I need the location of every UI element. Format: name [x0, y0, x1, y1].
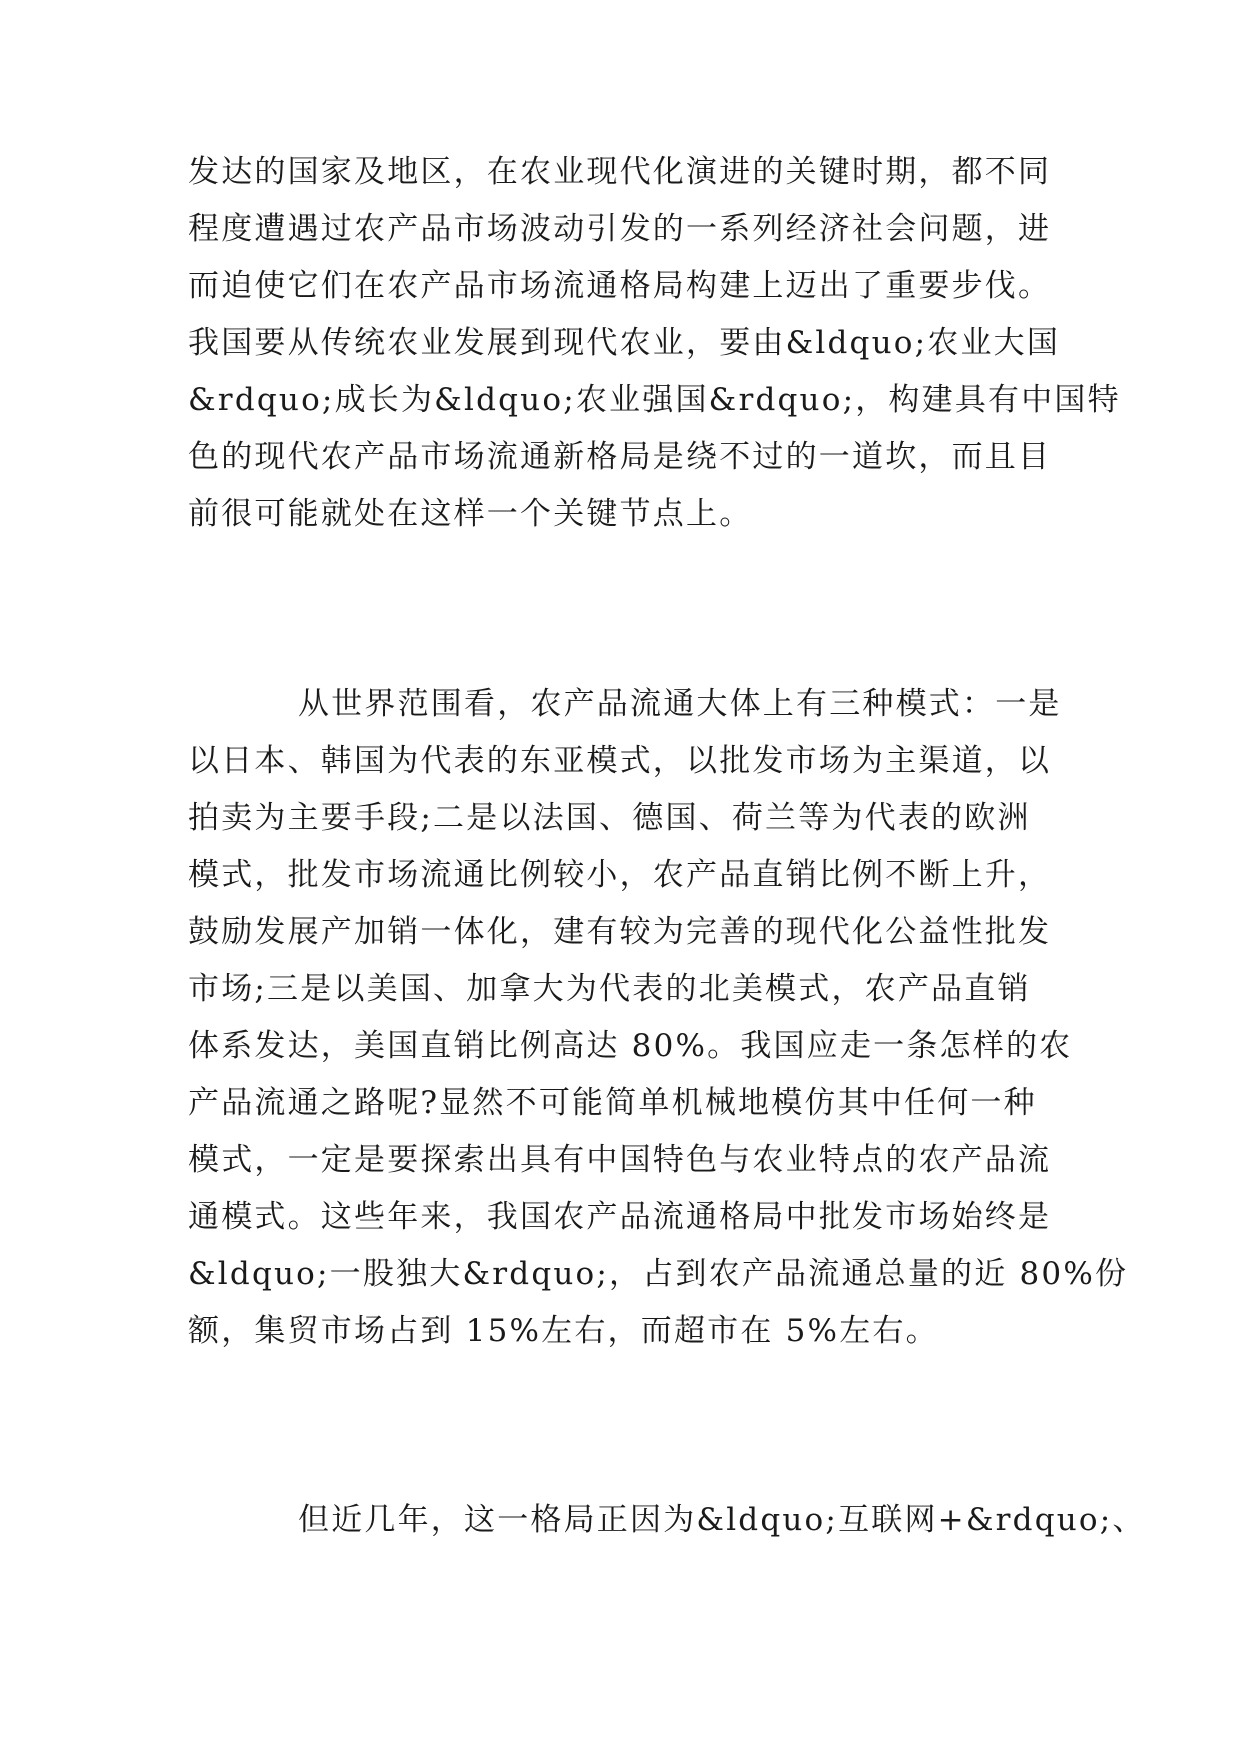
text-line: 鼓励发展产加销一体化，建有较为完善的现代化公益性批发: [188, 914, 1052, 950]
text-line: 拍卖为主要手段;二是以法国、德国、荷兰等为代表的欧洲: [188, 800, 1031, 836]
text-line: 但近几年，这一格局正因为&ldquo;互联网+&rdquo;、: [298, 1502, 1146, 1538]
text-line: 程度遭遇过农产品市场波动引发的一系列经济社会问题，进: [188, 211, 1052, 247]
text-line: 前很可能就处在这样一个关键节点上。: [188, 496, 753, 532]
text-line: 而迫使它们在农产品市场流通格局构建上迈出了重要步伐。: [188, 268, 1052, 304]
text-line: &ldquo;一股独大&rdquo;，占到农产品流通总量的近 80%份: [188, 1256, 1129, 1292]
text-line: 色的现代农产品市场流通新格局是绕不过的一道坎，而且目: [188, 439, 1052, 475]
text-line: 市场;三是以美国、加拿大为代表的北美模式，农产品直销: [188, 971, 1031, 1007]
text-line: 额，集贸市场占到 15%左右，而超市在 5%左右。: [188, 1313, 939, 1349]
text-line: 从世界范围看，农产品流通大体上有三种模式：一是: [298, 686, 1062, 722]
text-line: &rdquo;成长为&ldquo;农业强国&rdquo;，构建具有中国特: [188, 382, 1121, 418]
text-line: 模式，批发市场流通比例较小，农产品直销比例不断上升，: [188, 857, 1052, 893]
text-line: 产品流通之路呢?显然不可能简单机械地模仿其中任何一种: [188, 1085, 1037, 1121]
text-line: 以日本、韩国为代表的东亚模式，以批发市场为主渠道，以: [188, 743, 1052, 779]
text-line: 模式，一定是要探索出具有中国特色与农业特点的农产品流: [188, 1142, 1052, 1178]
text-line: 发达的国家及地区，在农业现代化演进的关键时期，都不同: [188, 154, 1052, 190]
text-line: 体系发达，美国直销比例高达 80%。我国应走一条怎样的农: [188, 1028, 1073, 1064]
text-line: 我国要从传统农业发展到现代农业，要由&ldquo;农业大国: [188, 325, 1061, 361]
text-line: 通模式。这些年来，我国农产品流通格局中批发市场始终是: [188, 1199, 1052, 1235]
